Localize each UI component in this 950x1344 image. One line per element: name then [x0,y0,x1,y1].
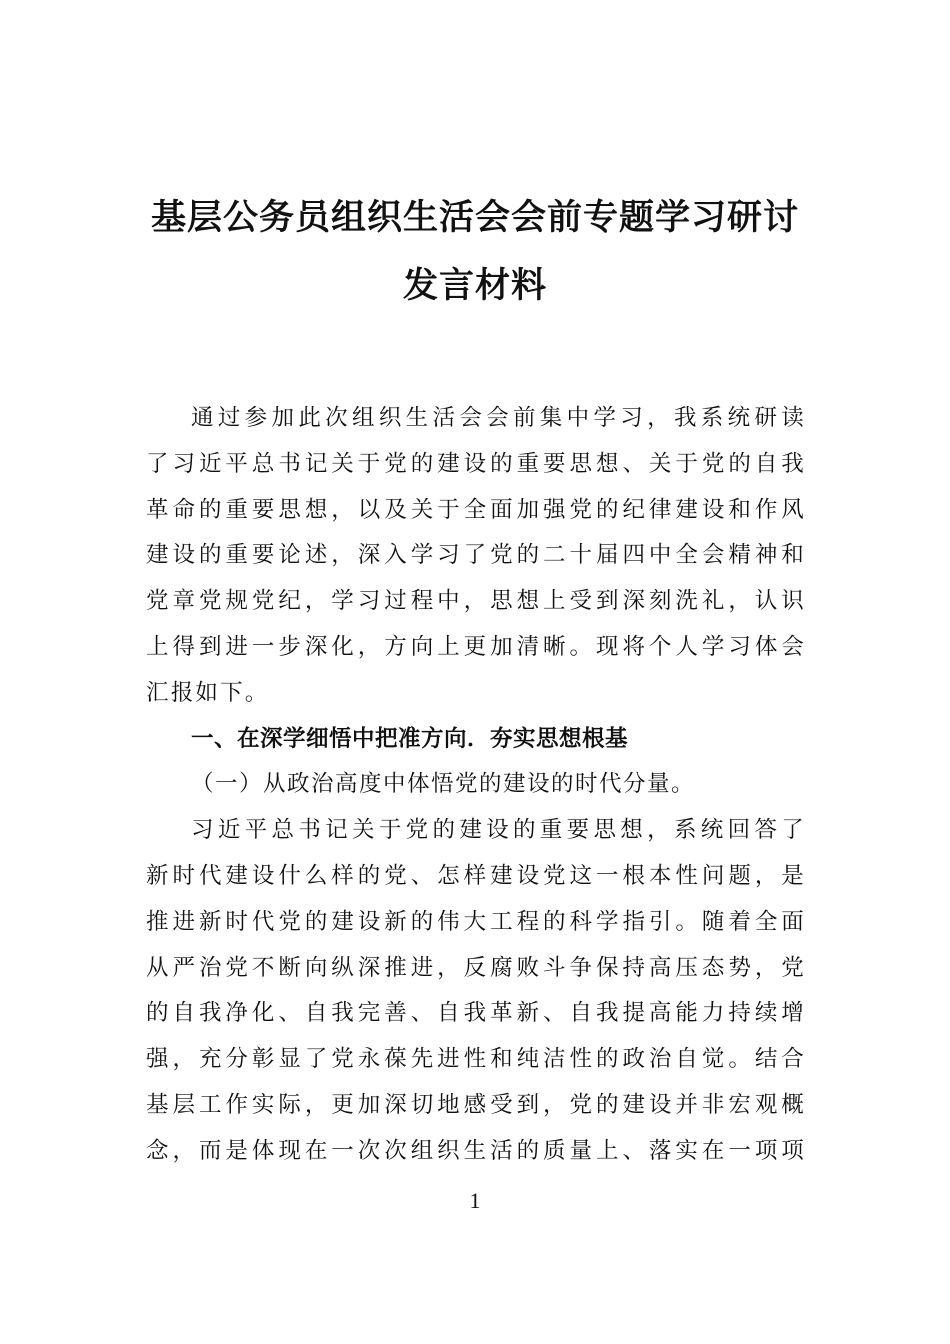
intro-line-2: 了习近平总书记关于党的建设的重要思想、关于党的自我 [146,450,806,477]
subsection-heading-1: （一）从政治高度中体悟党的建设的时代分量。 [191,771,696,798]
intro-line-3: 革命的重要思想，以及关于全面加强党的纪律建设和作风 [146,496,806,523]
document-body [146,396,806,1175]
section-line-3: 推进新时代党的建设新的伟大工程的科学指引。随着全面 [146,908,806,935]
section-paragraph [146,808,806,1174]
section-line-6: 强，充分彰显了党永葆先进性和纯洁性的政治自觉。结合 [146,1046,806,1073]
section-line-8: 念，而是体现在一次次组织生活的质量上、落实在一项项 [146,1137,806,1164]
section-line-5: 的自我净化、自我完善、自我革新、自我提高能力持续增 [146,1000,806,1027]
section-line-1: 习近平总书记关于党的建设的重要思想，系统回答了 [191,817,806,844]
intro-paragraph [146,396,806,717]
section-line-4: 从严治党不断向纵深推进，反腐败斗争保持高压态势，党 [146,954,806,981]
document-title-line-2: 发言材料 [402,266,547,306]
section-line-2: 新时代建设什么样的党、怎样建设党这一根本性问题，是 [146,862,806,889]
intro-line-5: 党章党规党纪，学习过程中，思想上受到深刻洗礼，认识 [146,588,806,615]
document-title-line-1: 基层公务员组织生活会会前专题学习研讨 [150,198,799,238]
intro-line-7: 汇报如下。 [146,679,270,706]
section-line-7: 基层工作实际，更加深切地感受到，党的建设并非宏观概 [146,1091,806,1118]
page-number: 1 [469,1188,481,1213]
intro-line-6: 上得到进一步深化，方向上更加清晰。现将个人学习体会 [146,633,806,660]
intro-line-4: 建设的重要论述，深入学习了党的二十届四中全会精神和 [146,542,806,569]
section-heading-1: 一、在深学细悟中把准方向．夯实思想根基 [191,725,629,752]
intro-line-1: 通过参加此次组织生活会会前集中学习，我系统研读 [191,405,806,431]
